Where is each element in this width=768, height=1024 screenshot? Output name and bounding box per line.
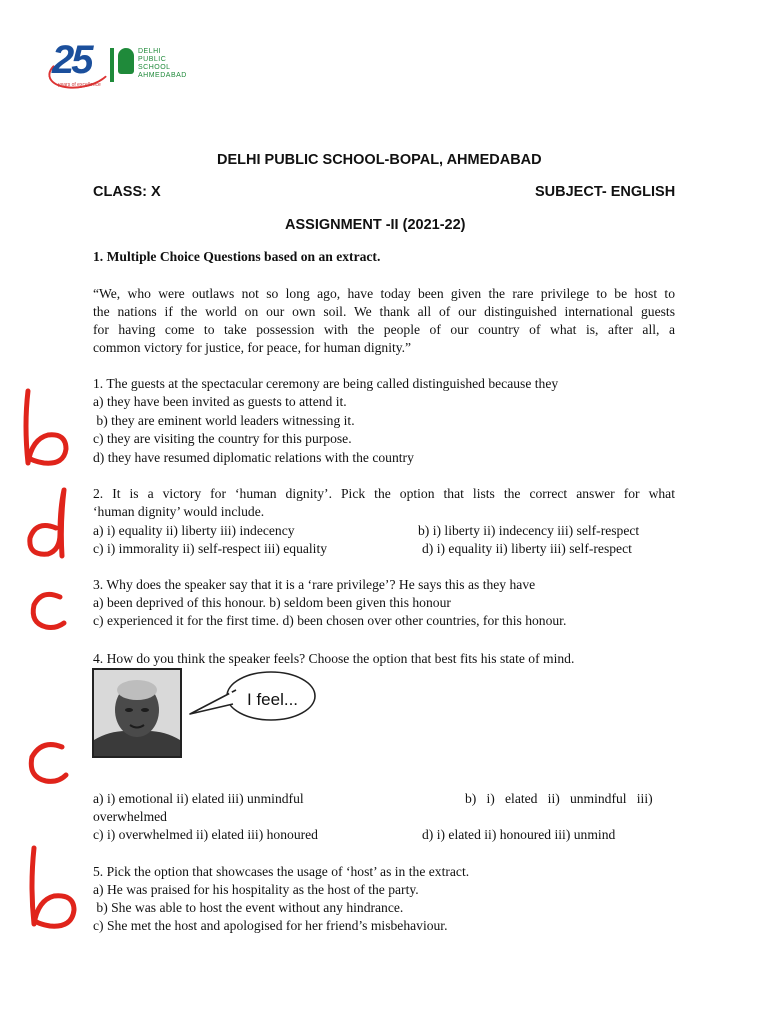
speaker-portrait <box>92 668 182 758</box>
subject-label: SUBJECT- ENGLISH <box>535 184 676 200</box>
extract-line-1: “We, who were outlaws not so long ago, have today been given the rare privilege to be host to <box>93 286 675 301</box>
q4-option-d: d) i) elated ii) honoured iii) unmind <box>422 827 616 842</box>
q4-option-a: a) i) emotional ii) elated iii) unmindful <box>93 791 304 806</box>
q4-option-b-continued: overwhelmed <box>93 809 167 824</box>
handwritten-answer-4 <box>20 735 75 790</box>
handwritten-answer-3 <box>22 585 72 635</box>
logo-school-name: DELHI PUBLIC SCHOOL AHMEDABAD <box>138 48 187 79</box>
section-title: 1. Multiple Choice Questions based on an extract. <box>93 249 381 264</box>
logo-tagline: years of excellence <box>58 82 101 88</box>
q1-option-c: c) they are visiting the country for this purpose. <box>93 431 352 446</box>
q5-question: 5. Pick the option that showcases the usage of ‘host’ as in the extract. <box>93 864 470 879</box>
q2-question-line-1: 2. It is a victory for ‘human dignity’. Pick the option that lists the correct answer for what <box>93 486 675 501</box>
q3-options-cd: c) experienced it for the first time. d) been chosen over other countries, for this honour. <box>93 613 567 628</box>
q2-option-c: c) i) immorality ii) self-respect iii) equality <box>93 541 328 556</box>
logo-bar <box>110 48 114 82</box>
q5-option-a: a) He was praised for his hospitality as the host of the party. <box>93 882 419 897</box>
q1-option-a: a) they have been invited as guests to attend it. <box>93 394 347 409</box>
q1-question: 1. The guests at the spectacular ceremony are being called distinguished because they <box>93 376 559 391</box>
q5-option-c: c) She met the host and apologised for her friend’s misbehaviour. <box>93 918 448 933</box>
handwritten-answer-5 <box>22 842 82 932</box>
q1-option-d: d) they have resumed diplomatic relations with the country <box>93 450 414 465</box>
extract-line-3: for having come to take possession with the people of our country of what is, after all, a <box>93 322 675 337</box>
logo-number: 25 <box>52 38 91 82</box>
bubble-text: I feel... <box>247 690 299 709</box>
q3-options-ab: a) been deprived of this honour. b) seldom been given this honour <box>93 595 451 610</box>
q2-option-b: b) i) liberty ii) indecency iii) self-respect <box>418 523 640 538</box>
q2-option-d: d) i) equality ii) liberty iii) self-respect <box>422 541 632 556</box>
class-label: CLASS: X <box>93 184 161 200</box>
q5-option-b: b) She was able to host the event without any hindrance. <box>93 900 404 915</box>
q4-option-b: b) i) elated ii) unmindful iii) <box>465 791 653 806</box>
assignment-title: ASSIGNMENT -II (2021-22) <box>285 217 466 233</box>
q4-option-c: c) i) overwhelmed ii) elated iii) honoured <box>93 827 318 842</box>
extract-line-4: common victory for justice, for peace, for human dignity.” <box>93 340 412 355</box>
handwritten-answer-1 <box>14 385 74 470</box>
q2-option-a: a) i) equality ii) liberty iii) indecency <box>93 523 295 538</box>
handwritten-answer-2 <box>20 484 80 564</box>
extract-line-2: the nations if the world on our own soil. We thank all of our distinguished international guests <box>93 304 675 319</box>
q4-question: 4. How do you think the speaker feels? Choose the option that best fits his state of mind. <box>93 651 575 666</box>
q3-question: 3. Why does the speaker say that it is a ‘rare privilege’? He says this as they have <box>93 577 536 592</box>
school-title: DELHI PUBLIC SCHOOL-BOPAL, AHMEDABAD <box>217 152 542 168</box>
school-logo <box>48 38 187 92</box>
portrait-image <box>94 670 180 756</box>
logo-emblem-icon <box>118 48 134 74</box>
q1-option-b: b) they are eminent world leaders witnessing it. <box>93 413 355 428</box>
q2-question-line-2: ‘human dignity’ would include. <box>93 504 265 519</box>
